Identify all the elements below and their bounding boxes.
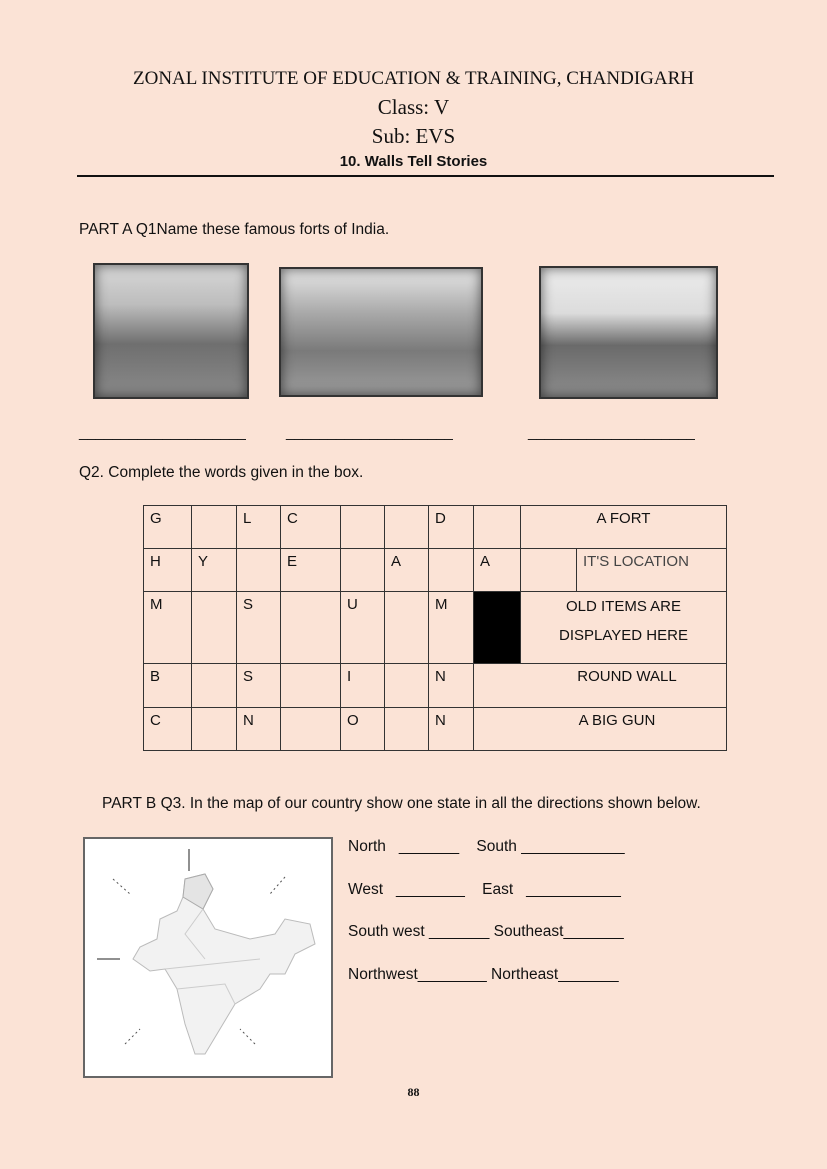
q1-text: PART A Q1Name these famous forts of India. [79,221,390,238]
map-icon [85,839,331,1076]
puzzle-cell[interactable] [385,664,429,708]
puzzle-cell[interactable] [237,549,281,592]
puzzle-cell[interactable] [474,506,521,549]
subject-label: Sub: EVS [371,124,456,148]
puzzle-cell[interactable]: M [429,592,474,664]
direction-line-west-east[interactable]: West ________ East ___________ [348,881,621,898]
header-divider [77,175,774,177]
fort-photo-1 [93,263,249,399]
puzzle-cell[interactable] [385,708,429,751]
q3-text: PART B Q3. In the map of our country show one state in all the directions shown below. [102,795,701,812]
puzzle-cell[interactable] [192,708,237,751]
puzzle-row [144,664,727,708]
puzzle-cell[interactable]: D [429,506,474,549]
puzzle-cell[interactable]: G [144,506,192,549]
puzzle-cell[interactable] [192,506,237,549]
clue-cell: OLD ITEMS ARE DISPLAYED HERE [521,592,727,664]
puzzle-cell[interactable]: I [341,664,385,708]
puzzle-row [144,549,727,592]
puzzle-cell[interactable]: E [281,549,341,592]
puzzle-cell[interactable] [281,664,341,708]
answer-blank-2[interactable]: ____________________ [286,424,453,441]
direction-line-southwest-southeast[interactable]: South west _______ Southeast_______ [348,923,624,940]
puzzle-cell[interactable] [521,549,577,592]
direction-line-north-south[interactable]: North _______ South ____________ [348,838,625,855]
puzzle-row [144,708,727,751]
clue-cell: IT'S LOCATION [577,549,727,592]
puzzle-cell[interactable]: C [281,506,341,549]
puzzle-cell[interactable] [281,592,341,664]
class-label: Class: V [377,95,450,119]
puzzle-cell[interactable] [281,708,341,751]
q2-text: Q2. Complete the words given in the box. [79,464,364,481]
clue-cell: A FORT [521,506,727,549]
chapter-title: 10. Walls Tell Stories [339,153,488,170]
puzzle-row [144,592,727,664]
puzzle-cell[interactable]: N [429,664,474,708]
clue-cell: A BIG GUN [474,708,727,751]
puzzle-cell[interactable] [385,592,429,664]
answer-blank-1[interactable]: ____________________ [79,424,246,441]
puzzle-cell[interactable]: A [474,549,521,592]
puzzle-cell[interactable] [341,506,385,549]
puzzle-cell[interactable]: S [237,592,281,664]
direction-line-northwest-northeast[interactable]: Northwest________ Northeast_______ [348,966,619,983]
puzzle-cell[interactable]: O [341,708,385,751]
india-outline-map [83,837,333,1078]
word-puzzle-table [143,505,727,751]
puzzle-cell[interactable] [192,592,237,664]
clue-cell: ROUND WALL [474,664,727,708]
institute-title: ZONAL INSTITUTE OF EDUCATION & TRAINING, CHANDIGARH [133,68,694,89]
puzzle-cell[interactable]: C [144,708,192,751]
puzzle-cell[interactable]: S [237,664,281,708]
puzzle-cell[interactable] [385,506,429,549]
puzzle-cell[interactable]: U [341,592,385,664]
puzzle-cell[interactable] [429,549,474,592]
puzzle-row [144,506,727,549]
puzzle-cell[interactable] [192,664,237,708]
blacked-out-cell [474,592,521,664]
puzzle-cell[interactable]: L [237,506,281,549]
puzzle-cell[interactable] [341,549,385,592]
puzzle-cell[interactable]: Y [192,549,237,592]
fort-photo-2 [279,267,483,397]
puzzle-cell[interactable]: N [429,708,474,751]
puzzle-cell[interactable]: A [385,549,429,592]
puzzle-cell[interactable]: M [144,592,192,664]
fort-photo-3 [539,266,718,399]
puzzle-cell[interactable]: B [144,664,192,708]
answer-blank-3[interactable]: ____________________ [528,424,695,441]
puzzle-cell[interactable]: H [144,549,192,592]
puzzle-cell[interactable]: N [237,708,281,751]
page-number: 88 [407,1085,420,1099]
